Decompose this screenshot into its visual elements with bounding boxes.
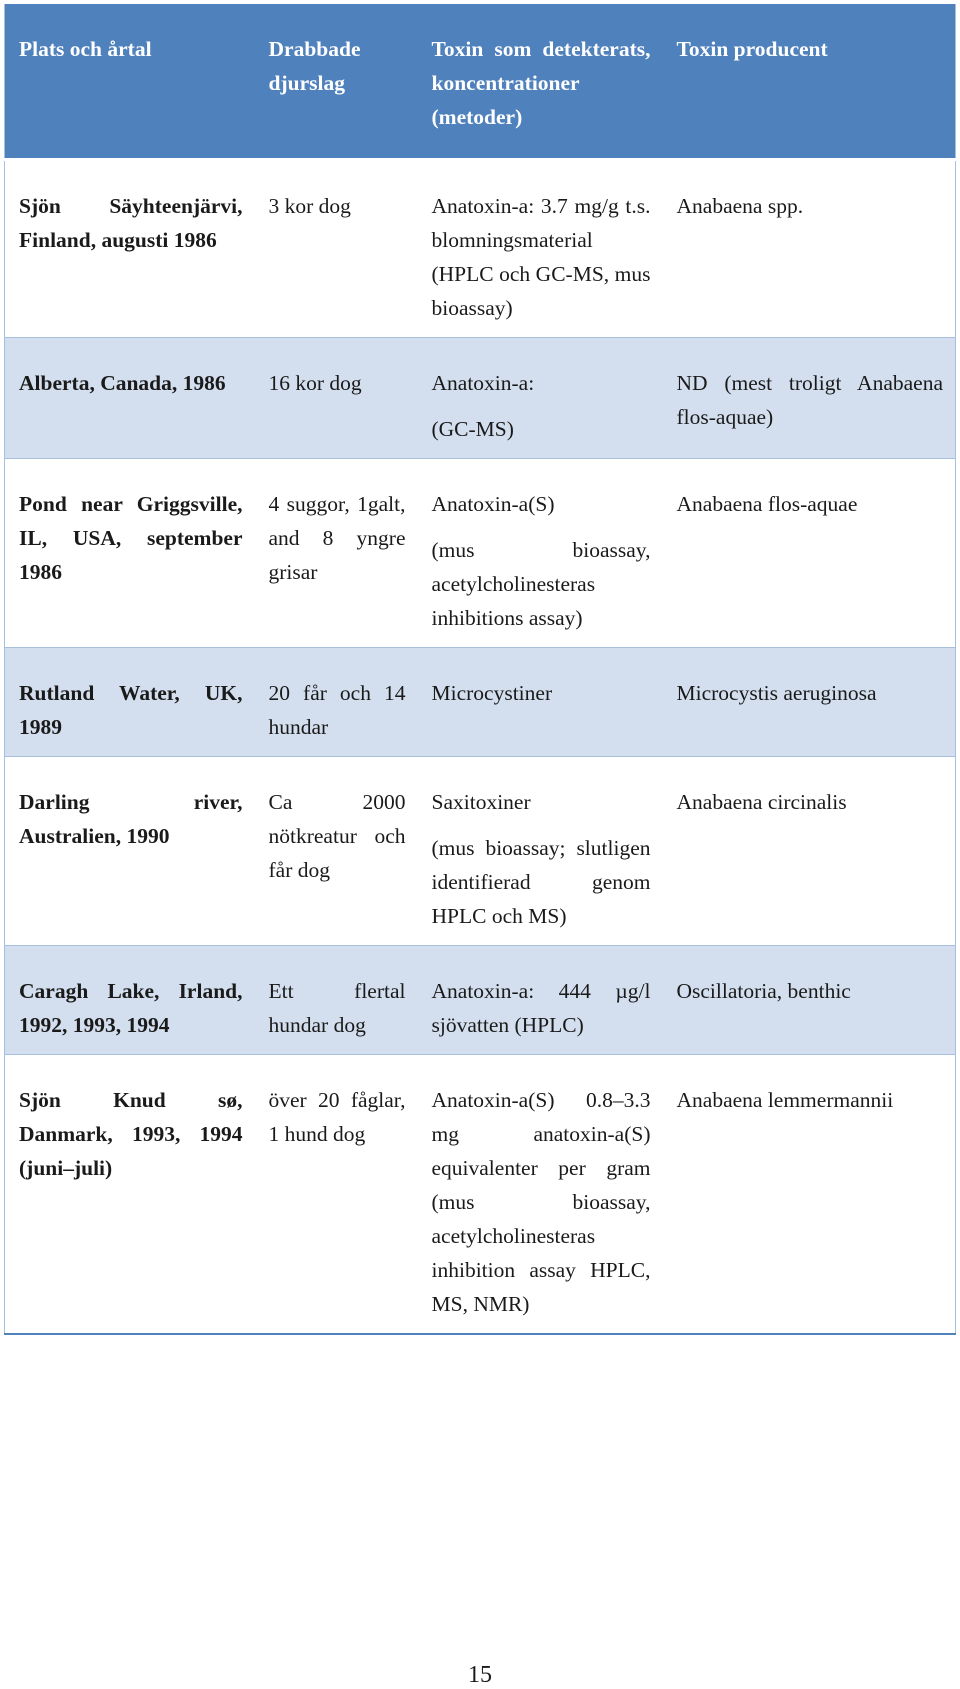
- cell-location: Sjön Säyhteenjärvi, Finland, augusti 1986: [19, 194, 243, 252]
- cell-toxin: [418, 1055, 663, 1335]
- toxin-paragraph: Saxitoxiner: [431, 790, 531, 814]
- cell-producer: Anabaena flos-aquae: [676, 492, 858, 516]
- table-row: [5, 160, 956, 338]
- table-header-row: [5, 4, 956, 160]
- cell-animals: 3 kor dog: [268, 194, 351, 218]
- cell-location: Caragh Lake, Irland, 1992, 1993, 1994: [19, 979, 243, 1037]
- cell-animals: Ca 2000 nötkreatur och får dog: [268, 790, 406, 882]
- cell-toxin: [418, 160, 663, 338]
- cell-location: Rutland Water, UK, 1989: [19, 681, 243, 739]
- cell-animals: 20 får och 14 hundar: [268, 681, 406, 739]
- toxin-paragraph: Microcystiner: [431, 681, 553, 705]
- cell-location: Alberta, Canada, 1986: [19, 371, 226, 395]
- cell-producer: ND (mest troligt Anabaena flos-aquae): [676, 371, 943, 429]
- cell-toxin: [418, 648, 663, 757]
- cell-animals: Ett flertal hundar dog: [268, 979, 406, 1037]
- toxin-paragraph: Anatoxin-a(S): [431, 492, 555, 516]
- cell-toxin: [418, 338, 663, 459]
- cell-toxin: [418, 757, 663, 946]
- table-row: [5, 1055, 956, 1335]
- toxin-paragraph: Anatoxin-a:: [431, 371, 535, 395]
- page-number: 15: [468, 1662, 492, 1688]
- toxin-paragraph: Anatoxin-a(S) 0.8–3.3 mg anatoxin-a(S) equivalenter per gram (mus bioassay, acetylcholinesteras inhibition assay HPLC, MS, NMR): [431, 1088, 651, 1316]
- cell-producer: Anabaena lemmermannii: [676, 1088, 894, 1112]
- toxin-incident-table: [4, 4, 956, 1335]
- cell-animals: 4 suggor, 1galt, and 8 yngre grisar: [268, 492, 406, 584]
- toxin-paragraph: Anatoxin-a: 3.7 mg/g t.s. blomningsmaterial (HPLC och GC-MS, mus bioassay): [431, 194, 651, 320]
- header-producer: Toxin producent: [663, 4, 956, 160]
- cell-toxin: [418, 946, 663, 1055]
- toxin-paragraph: (mus bioassay, acetylcholinesteras inhibitions assay): [431, 538, 651, 630]
- cell-animals: över 20 fåglar, 1 hund dog: [268, 1088, 406, 1146]
- table-row: [5, 338, 956, 459]
- header-animals: Drabbade djurslag: [255, 4, 418, 160]
- table-row: [5, 946, 956, 1055]
- table-row: [5, 459, 956, 648]
- cell-producer: Anabaena spp.: [676, 194, 804, 218]
- header-location: Plats och årtal: [5, 4, 255, 160]
- cell-producer: Oscillatoria, benthic: [676, 979, 851, 1003]
- cell-producer: Microcystis aeruginosa: [676, 681, 877, 705]
- table-row: [5, 757, 956, 946]
- cell-location: Sjön Knud sø, Danmark, 1993, 1994 (juni–juli): [19, 1088, 243, 1180]
- toxin-paragraph: (mus bioassay; slutligen identifierad genom HPLC och MS): [431, 836, 651, 928]
- table-row: [5, 648, 956, 757]
- header-toxin: Toxin som detekterats, koncentrationer (metoder): [418, 4, 663, 160]
- toxin-paragraph: Anatoxin-a: 444 µg/l sjövatten (HPLC): [431, 979, 651, 1037]
- toxin-paragraph: (GC-MS): [431, 417, 514, 441]
- cell-producer: Anabaena circinalis: [676, 790, 847, 814]
- cell-location: Pond near Griggsville, IL, USA, september 1986: [19, 492, 243, 584]
- cell-animals: 16 kor dog: [268, 371, 362, 395]
- cell-location: Darling river, Australien, 1990: [19, 790, 243, 848]
- cell-toxin: [418, 459, 663, 648]
